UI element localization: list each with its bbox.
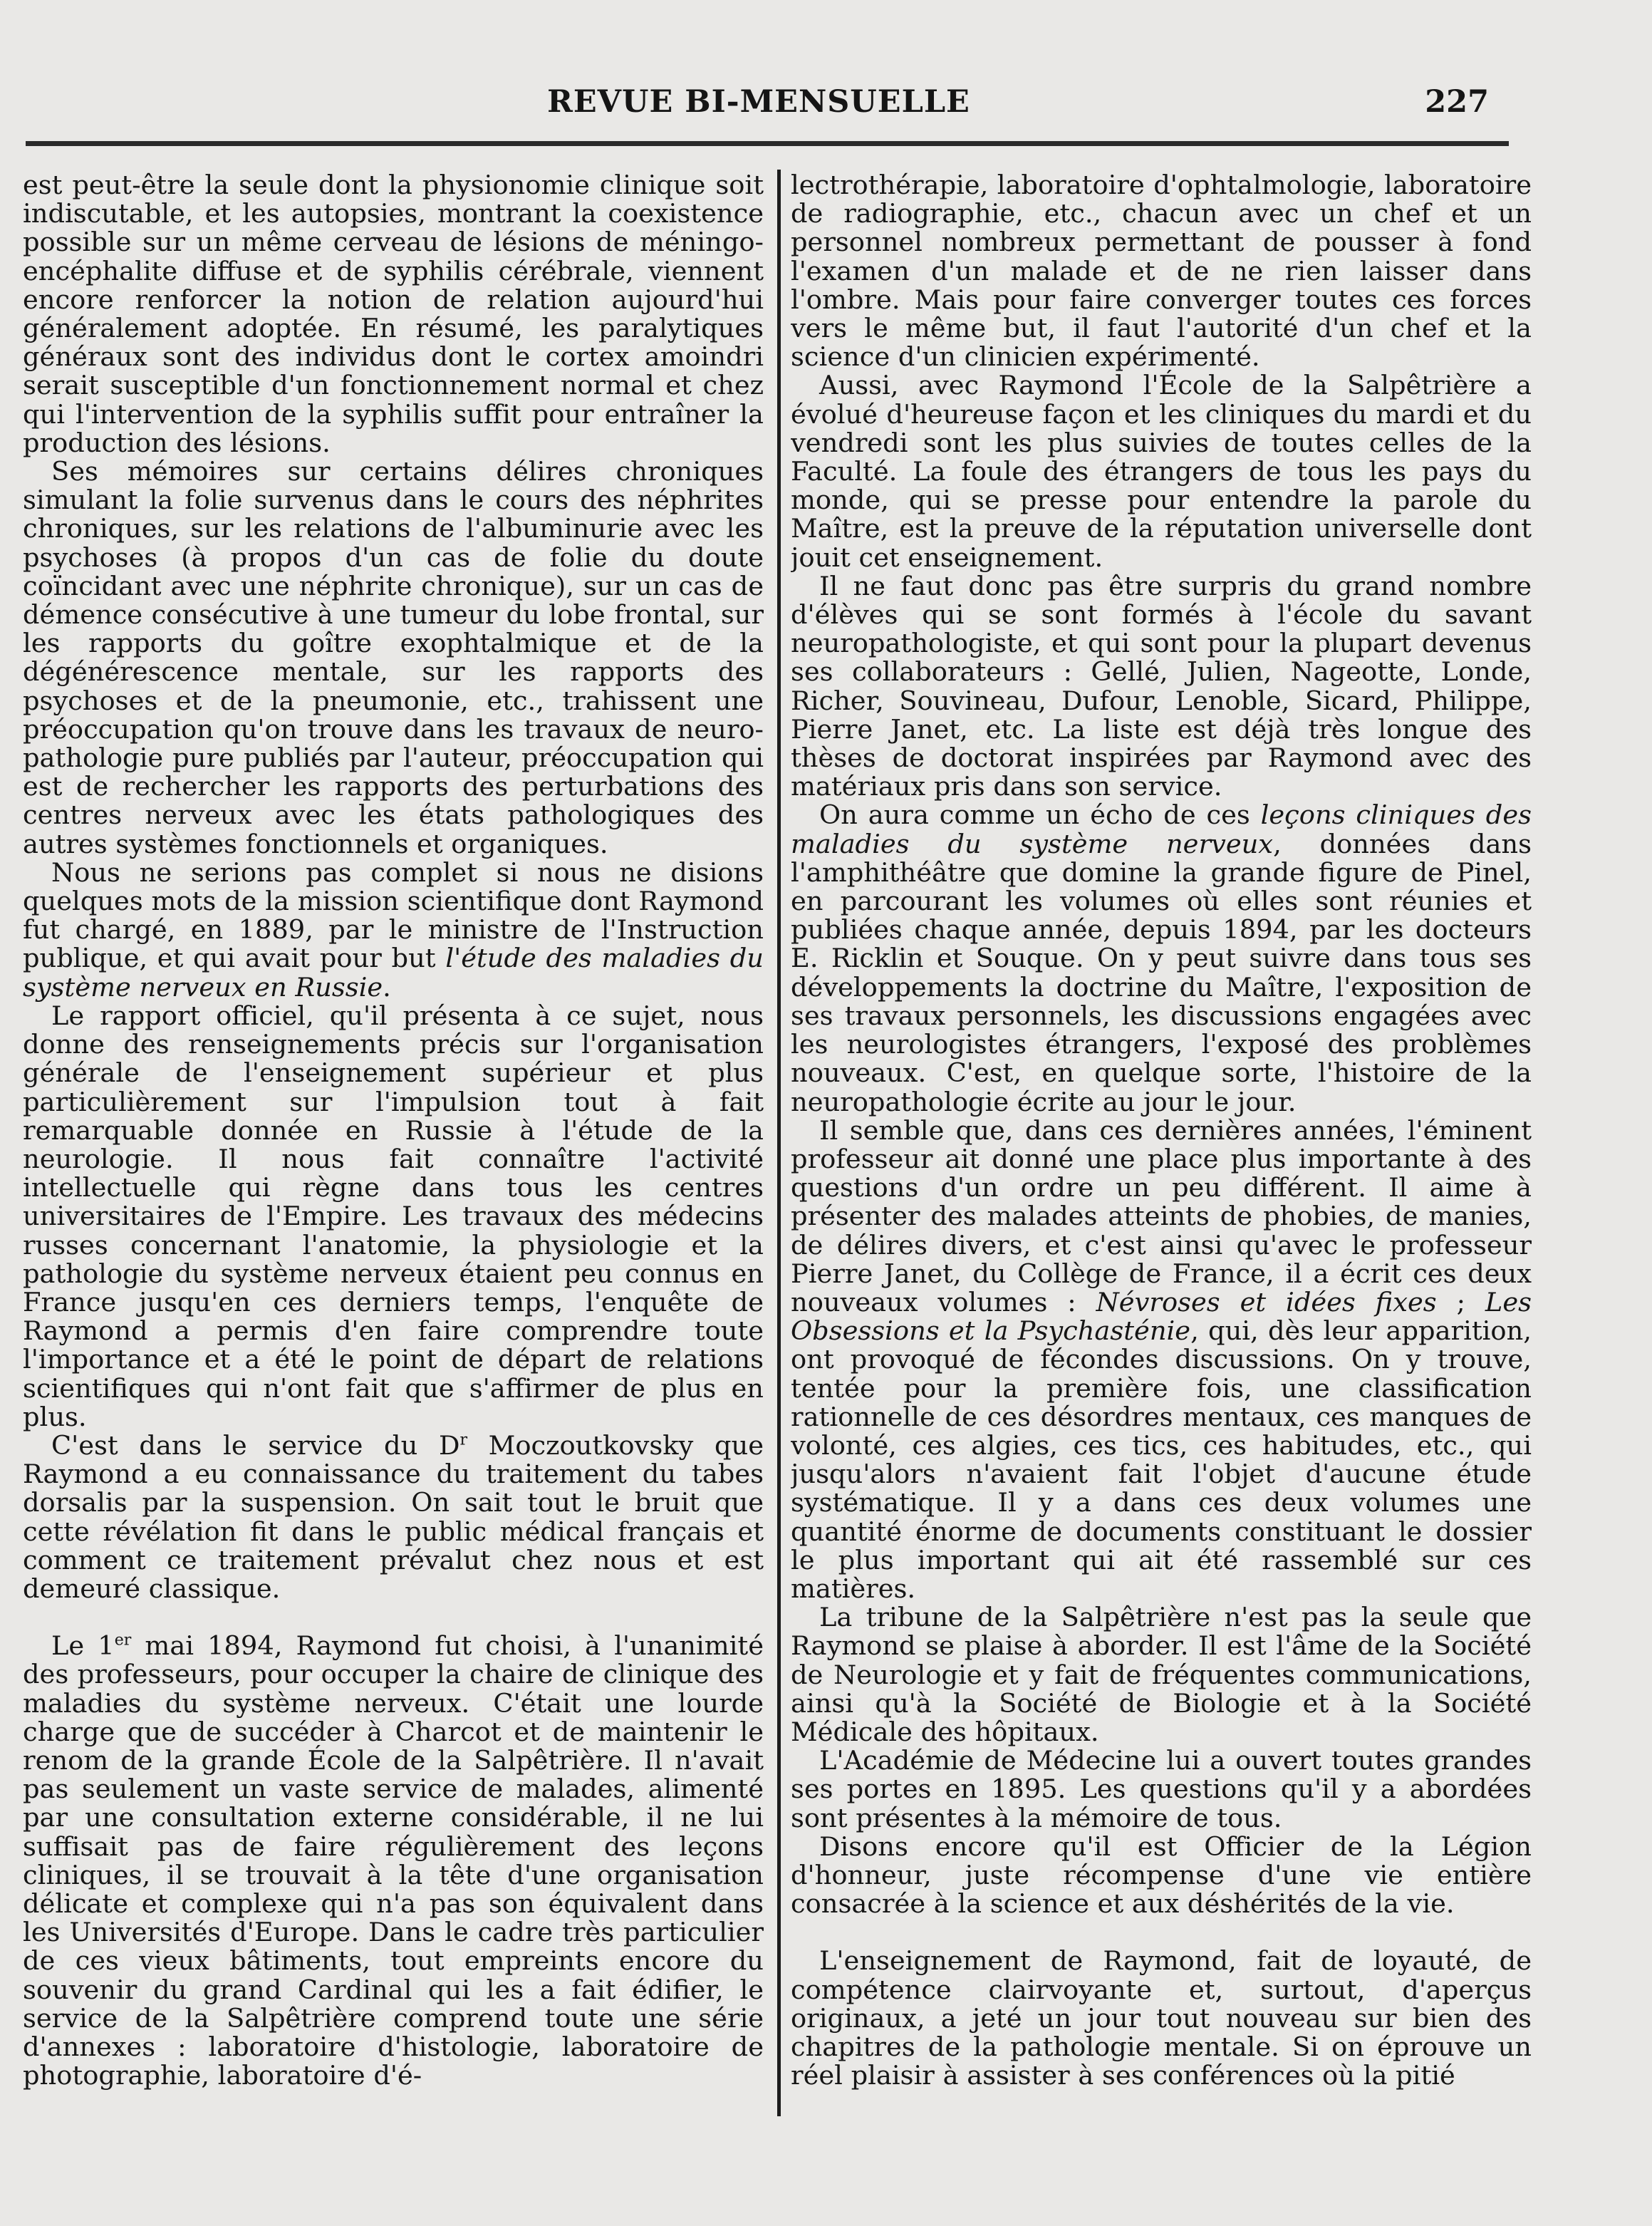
- paragraph: L'enseignement de Raymond, fait de loyauté, de compétence clairvoyante et, surtout, d'aperçus originaux, a jeté un jour tout nouveau sur bien des chapitres de la pathologie mentale. Si on éprouve un réel plaisir à assister à ses conférences où la pitié: [791, 1945, 1532, 2091]
- paragraph: lectrothérapie, laboratoire d'ophtalmologie, laboratoire de radiographie, etc., chacun avec un chef et un personnel nombreux permettant de pousser à fond l'examen d'un malade et de ne rien laisser dans l'ombre. Mais pour faire converger toutes ces forces vers le même but, il faut l'autorité d'un chef et la science d'un clinicien expérimenté.: [791, 171, 1532, 373]
- italic-title: Névroses et idées fixes: [1096, 1286, 1437, 1318]
- paragraph: Le 1er mai 1894, Raymond fut choisi, à l'unanimité des professeurs, pour occuper la chaire de clinique des maladies du système nerveux. C'était une lourde charge que de succéder à Charcot et de maintenir le renom de la grande École de la Salpêtrière. Il n'avait pas seulement un vaste service de malades, alimenté par une consultation externe considérable, il ne lui suffisait pas de faire régulièrement des leçons cliniques, il se trouvait à la tête d'une organisation délicate et complexe qui n'a pas son équivalent dans les Universités d'Europe. Dans le cadre très particulier de ces vieux bâtiments, tout empreints encore du souvenir du grand Cardinal qui les a fait édifier, le service de la Salpêtrière comprend toute une série d'annexes : laboratoire d'histologie, laboratoire de photographie, laboratoire d'é-: [23, 1630, 764, 2091]
- italic-title: leçons cliniques des maladies du système nerveux: [791, 799, 1532, 859]
- paragraph: La tribune de la Salpêtrière n'est pas la seule que Raymond se plaise à aborder. Il est l'âme de la Société de Neurologie et y fait de fréquentes communications, ainsi qu'à la Société de Biologie et à la Société Médicale des hôpitaux.: [791, 1602, 1532, 1747]
- paragraph: Aussi, avec Raymond l'École de la Salpêtrière a évolué d'heureuse façon et les cliniques du mardi et du vendredi sont les plus suivies de toutes celles de la Faculté. La foule des étrangers de tous les pays du monde, qui se presse pour entendre la parole du Maître, est la preuve de la réputation universelle dont jouit cet enseignement.: [791, 370, 1532, 573]
- paragraph: Le rapport officiel, qu'il présenta à ce sujet, nous donne des renseignements précis sur l'organisation générale de l'enseignement supérieur et plus particulièrement sur l'impulsion tout à fait remarquable donnée en Russie à l'étude de la neurologie. Il nous fait connaître l'activité intellectuelle qui règne dans tous les centres universitaires de l'Empire. Les travaux des médecins russes concernant l'anatomie, la physiologie et la pathologie du système nerveux étaient peu connus en France jusqu'en ces derniers temps, l'enquête de Raymond a permis d'en faire comprendre toute l'importance et a été le point de départ de relations scientifiques qui n'ont fait que s'affirmer de plus en plus.: [23, 1000, 764, 1432]
- left-column: [23, 171, 764, 2123]
- paragraph: Ses mémoires sur certains délires chroniques simulant la folie survenus dans le cours des néphrites chroniques, sur les relations de l'albuminurie avec les psychoses (à propos d'un cas de folie du doute coïncidant avec une néphrite chronique), sur un cas de démence consécutive à une tumeur du lobe frontal, sur les rapports du goître exophtalmique et de la dégénérescence mentale, sur les rapports des psychoses et de la pneumonie, etc., trahissent une préoccupation qu'on trouve dans les travaux de neuro-pathologie pure publiés par l'auteur, préoccupation qui est de rechercher les rapports des perturbations des centres nerveux avec les états pathologiques des autres systèmes fonctionnels et organiques.: [23, 456, 764, 859]
- paragraph: Disons encore qu'il est Officier de la Légion d'honneur, juste récompense d'une vie entière consacrée à la science et aux déshérités de la vie.: [791, 1831, 1532, 1920]
- column-divider: [777, 170, 781, 2116]
- paragraph: L'Académie de Médecine lui a ouvert toutes grandes ses portes en 1895. Les questions qu'il y a abordées sont présentes à la mémoire de tous.: [791, 1745, 1532, 1833]
- paragraph: Il ne faut donc pas être surpris du grand nombre d'élèves qui se sont formés à l'école du savant neuropathologiste, et qui sont pour la plupart devenus ses collaborateurs : Gellé, Julien, Nageotte, Londe, Richer, Souvineau, Dufour, Lenoble, Sicard, Philippe, Pierre Janet, etc. La liste est déjà très longue des thèses de doctorat inspirées par Raymond avec des matériaux pris dans son service.: [791, 570, 1532, 802]
- paragraph: est peut-être la seule dont la physionomie clinique soit indiscutable, et les autopsies, montrant la coexistence possible sur un même cerveau de lésions de méningo-encéphalite diffuse et de syphilis cérébrale, viennent encore renforcer la notion de relation aujourd'hui généralement adoptée. En résumé, les paralytiques généraux sont des individus dont le cortex amoindri serait susceptible d'un fonctionnement normal et chez qui l'intervention de la syphilis suffit pour entraîner la production des lésions.: [23, 171, 764, 458]
- paragraph: C'est dans le service du $D^r$ Moczoutkovsky que Raymond a eu connaissance du traitement du tabes dorsalis par la suspension. On sait tout le bruit que cette révélation fit dans le public médical français et comment ce traitement prévalut chez nous et est demeuré classique.: [23, 1429, 764, 1604]
- journal-title: REVUE BI-MENSUELLE: [547, 84, 970, 120]
- paragraph: Il semble que, dans ces dernières années, l'éminent professeur ait donné une place plus importante à des questions d'un ordre un peu différent. Il aime à présenter des malades atteints de phobies, de manies, de délires divers, et c'est ainsi qu'avec le professeur Pierre Janet, du Collège de France, il a écrit ces deux nouveaux volumes : Névroses et idées fixes ; Les Obsessions et la Psychasténie, qui, dès leur apparition, ont provoqué de fécondes discussions. On y trouve, tentée pour la première fois, une classification rationnelle de ces désordres mentaux, ces manques de volonté, ces algies, ces tics, ces habitudes, etc., qui jusqu'alors n'avaient fait l'objet d'aucune étude systématique. Il y a dans ces deux volumes une quantité énorme de documents constituant le dossier le plus important qui ait été rassemblé sur ces matières.: [791, 1114, 1532, 1604]
- paragraph: On aura comme un écho de ces leçons cliniques des maladies du système nerveux, données dans l'amphithéâtre que domine la grande figure de Pinel, en parcourant les volumes où elles sont réunies et publiées chaque année, depuis 1894, par les docteurs E. Ricklin et Souque. On y peut suivre dans tous ses développements la doctrine du Maître, l'exposition de ses travaux personnels, les discussions engagées avec les neurologistes étrangers, l'exposé des problèmes nouveaux. C'est, en quelque sorte, l'histoire de la neuropathologie écrite au jour le jour.: [791, 799, 1532, 1117]
- running-header: [28, 84, 1489, 127]
- paragraph: Nous ne serions pas complet si nous ne disions quelques mots de la mission scientifique dont Raymond fut chargé, en 1889, par le ministre de l'Instruction publique, et qui avait pour but l'étude des maladies du système nerveux en Russie.: [23, 856, 764, 1003]
- page-number: 227: [1425, 84, 1489, 120]
- italic-title: Les Obsessions et la Psychasténie: [791, 1286, 1532, 1347]
- right-column: [791, 171, 1532, 2123]
- header-rule: [26, 141, 1509, 146]
- italic-title: l'étude des maladies du système nerveux en Russie: [23, 943, 764, 1003]
